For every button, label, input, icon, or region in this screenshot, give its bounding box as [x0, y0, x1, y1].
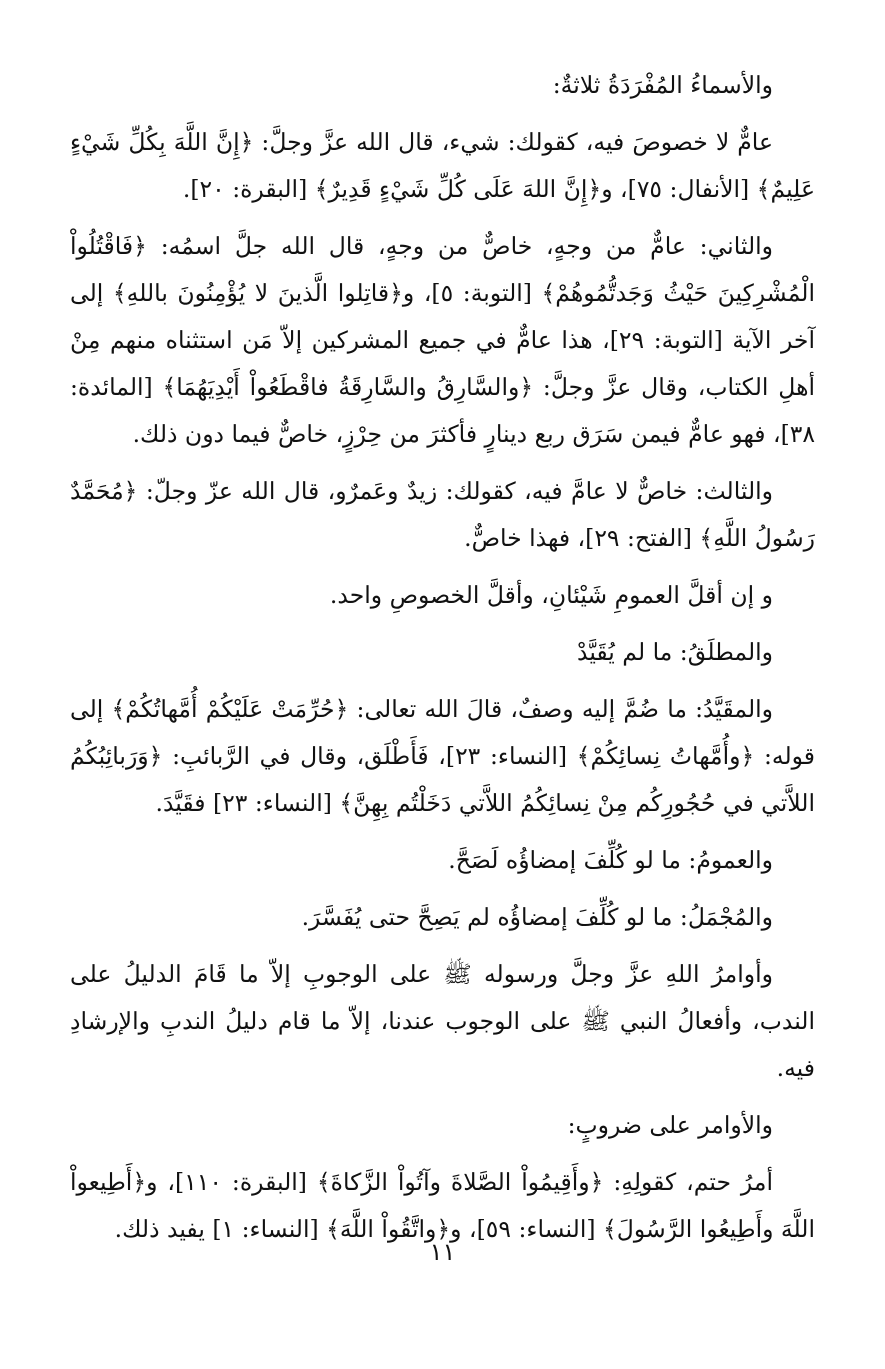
paragraph-muqayyad: والمقَيَّدُ: ما ضُمَّ إليه وصفٌ، قالَ الله تعالى: ﴿حُرِّمَتْ عَلَيْكُمْ أُمَّهاتُكُمْ﴾ إلى قوله: ﴿وأُمَّهاتُ نِسائِكُمْ﴾ [النساء: ٢٣]، فَأَطْلَق، وقال في الرَّبائبِ: ﴿وَرَبائِبُكُمُ اللاَّتي في حُجُورِكُم مِنْ نِسائِكُمُ اللاَّتي دَخَلْتُم بِهِنَّ﴾ [النساء: ٢٣] فقَيَّدَ.: [70, 695, 815, 817]
paragraph-awamir: وأوامرُ اللهِ عزَّ وجلَّ ورسوله ﷺ على الوجوبِ إلاّ ما قَامَ الدليلُ على الندب، وأفعالُ النبي ﷺ على الوجوب عندنا، إلاّ ما قام دليلُ الندبِ والإرشادِ فيه.: [70, 960, 815, 1082]
paragraph-general: عامٌّ لا خصوصَ فيه، كقولك: شيء، قال الله عزَّ وجلَّ: ﴿إِنَّ اللَّهَ بِكُلِّ شَيْءٍ عَلِيمٌ﴾ [الأنفال: ٧٥]، و﴿إِنَّ اللهَ عَلَى كُلِّ شَيْءٍ قَدِيرٌ﴾ [البقرة: ٢٠].: [70, 128, 815, 203]
page-number: ١١: [429, 1238, 456, 1266]
paragraph-mutlaq: والمطلَقُ: ما لم يُقَيَّدْ: [576, 638, 773, 666]
paragraph-umum: والعمومُ: ما لو كُلِّفَ إمضاؤُه لَصَحَّ.: [448, 846, 773, 874]
paragraph-second: والثاني: عامٌّ من وجهٍ، خاصٌّ من وجهٍ، قال الله جلَّ اسمُه: ﴿فَاقْتُلُواْ الْمُشْرِكِينَ حَيْثُ وَجَدتُّمُوهُمْ﴾ [التوبة: ٥]، و﴿قاتِلوا الَّذينَ لا يُؤْمِنُونَ باللهِ﴾ إلى آخر الآية [التوبة: ٢٩]، هذا عامٌّ في جميع المشركين إلاّ مَن استثناه منهم مِنْ أهلِ الكتاب، وقال عزَّ وجلَّ: ﴿والسَّارِقُ والسَّارِقَةُ فاقْطَعُواْ أَيْدِيَهُمَا﴾ [المائدة: ٣٨]، فهو عامٌّ فيمن سَرَق ربع دينارٍ فأكثرَ من حِرْزٍ، خاصٌّ فيما دون ذلك.: [70, 232, 815, 448]
page-body: [70, 62, 815, 1263]
paragraph-mujmal: والمُجْمَلُ: ما لو كُلِّفَ إمضاؤُه لم يَصِحَّ حتى يُفَسَّرَ.: [301, 903, 773, 931]
heading-line: والأسماءُ المُفْرَدَةُ ثلاثةٌ:: [552, 71, 773, 99]
paragraph-awamir-types: والأوامر على ضروبٍ:: [567, 1111, 773, 1139]
paragraph-amr-hatm: أمرُ حتم، كقولِهِ: ﴿وأَقِيمُواْ الصَّلاةَ وآتُواْ الزَّكاةَ﴾ [البقرة: ١١٠]، و﴿أَطِيعواْ اللَّهَ وأَطِيعُوا الرَّسُولَ﴾ [النساء: ٥٩]، و﴿واتَّقُواْ اللَّهَ﴾ [النساء: ١] يفيد ذلك.: [70, 1168, 815, 1243]
paragraph-third: والثالث: خاصٌّ لا عامَّ فيه، كقولك: زيدٌ وعَمرٌو، قال الله عزّ وجلّ: ﴿مُحَمَّدٌ رَسُولُ اللَّهِ﴾ [الفتح: ٢٩]، فهذا خاصٌّ.: [70, 477, 815, 552]
paragraph-minimum: و إن أقلَّ العمومِ شَيْئانِ، وأقلَّ الخصوصِ واحد.: [329, 581, 773, 609]
